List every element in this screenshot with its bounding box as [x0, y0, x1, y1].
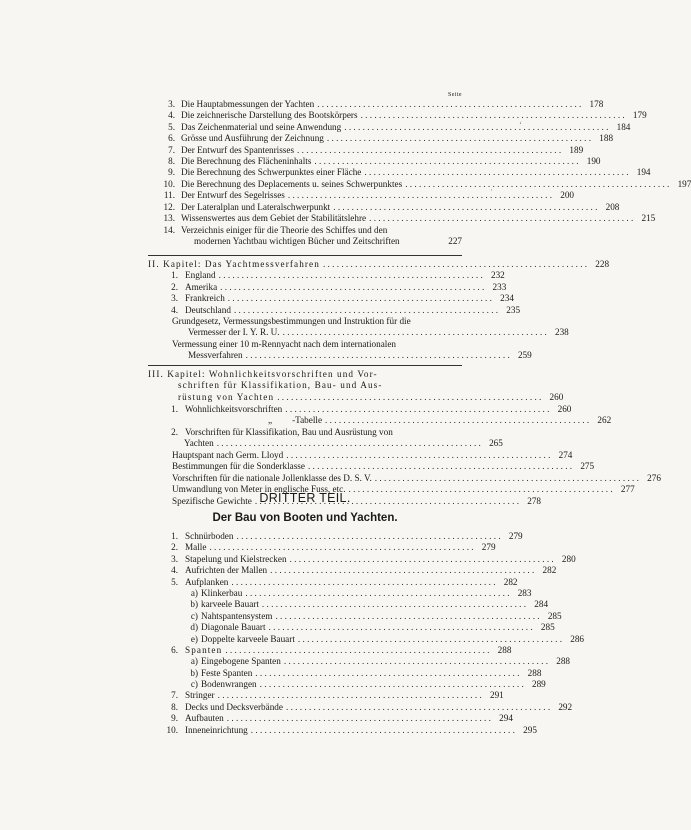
leader-dots: [259, 599, 526, 610]
scan-mark: ‘: [519, 120, 522, 130]
entry-title: Grösse und Ausführung der Zeichnung: [181, 133, 324, 144]
entry-title: Spezifische Gewichte: [172, 495, 252, 506]
entry-page: 285: [547, 610, 562, 621]
toc-entry: [148, 121, 631, 133]
entry-title: Stapelung und Kielstrecken: [185, 553, 287, 564]
leader-dots: [330, 202, 597, 213]
toc-entry: [148, 599, 549, 610]
leader-dots: [305, 461, 572, 472]
leader-dots: [217, 282, 484, 293]
toc-entry: [148, 713, 513, 724]
entry-page: 262: [597, 415, 612, 426]
leader-dots: [358, 110, 625, 121]
entry-number: b): [190, 599, 198, 610]
entry-title: Schnürboden: [185, 531, 234, 541]
chapter-page: 228: [595, 259, 610, 269]
entry-title: Doppelte karveele Bauart: [201, 633, 295, 644]
toc-entry: [148, 622, 555, 633]
entry-title: karveele Bauart: [201, 599, 259, 610]
toc-entry: [148, 144, 584, 156]
entry-title: -Tabelle: [292, 415, 323, 426]
entry-title: Wissenswertes aus dem Gebiet der Stabilitätslehre: [181, 212, 367, 223]
entry-number: 13.: [163, 212, 175, 223]
leader-dots: [372, 473, 639, 484]
entry-number: 7.: [168, 144, 175, 155]
entry-number: a): [190, 587, 198, 598]
entry-page: 288: [527, 667, 542, 678]
entry-title: Die Berechnung des Schwerpunktes einer Fläche: [181, 167, 362, 178]
entry-page: 238: [554, 327, 569, 338]
leader-dots: [252, 668, 519, 679]
leader-dots: [231, 305, 498, 316]
entry-page: 286: [570, 633, 585, 644]
toc-entry: [148, 633, 585, 645]
entry-page: 288: [556, 656, 570, 667]
entry-title: Feste Spanten: [201, 667, 253, 678]
entry-number: 12.: [163, 201, 175, 212]
entry-page: 280: [561, 553, 576, 564]
toc-entry-vermessung: [148, 339, 532, 362]
entry-number: 5.: [168, 121, 175, 132]
chapter-2-entries: [148, 270, 521, 316]
toc-entry: [148, 281, 507, 293]
chapter-title: II. Kapitel: Das Yachtmessverfahren: [148, 259, 320, 269]
entry-number: 9.: [168, 167, 175, 178]
entry-page: 292: [558, 701, 573, 712]
entry-title: Das Zeichenmaterial und seine Anwendung: [181, 121, 342, 132]
entry-page: 194: [636, 167, 651, 178]
leader-dots: [233, 531, 500, 542]
toc-entry: [148, 565, 557, 576]
leader-dots: [248, 725, 515, 736]
entry-title: Der Entwurf des Spantenrisses: [181, 144, 295, 155]
entry-title: Decks und Decksverbände: [185, 701, 283, 712]
entry-number: b): [190, 667, 198, 678]
leader-dots: [341, 122, 608, 133]
entry-page: 190: [586, 155, 601, 166]
entry-title: Bestimmungen für die Sonderklasse: [172, 461, 305, 472]
toc-entry: [148, 110, 647, 121]
entry-title: Aufbauten: [185, 713, 224, 724]
entry-page: 215: [641, 212, 656, 223]
entry-title-cont: Messverfahren: [188, 350, 243, 361]
part-subtitle: Der Bau von Booten und Yachten.: [212, 512, 398, 524]
leader-dots: [285, 190, 552, 201]
leader-dots: [272, 611, 539, 622]
chapter-3-heading: [148, 369, 564, 403]
entry-title: Spanten: [185, 644, 223, 655]
entry-number: 8.: [168, 155, 175, 166]
leader-dots: [281, 656, 548, 667]
leader-dots: [228, 577, 495, 588]
toc-entry: [148, 576, 518, 588]
ditto-mark: „: [268, 415, 273, 426]
entry-page: 235: [506, 304, 521, 315]
entry-page: 279: [481, 542, 496, 553]
entry-number: 3.: [168, 99, 175, 109]
entry-title: Stringer: [185, 690, 215, 701]
entry-page: 288: [497, 644, 512, 655]
toc-entry: [148, 450, 573, 461]
entry-title: Der Lateralplan und Lateralschwerpunkt: [181, 201, 331, 212]
leader-dots: [225, 293, 492, 304]
entry-page: 184: [616, 121, 631, 132]
leader-dots: [283, 702, 550, 713]
toc-entry: [148, 293, 514, 304]
leader-dots: [242, 588, 509, 599]
entry-title: Vorschriften für Klassifikation, Bau und Ausrüstung von: [185, 426, 393, 437]
entry-number: 9.: [171, 713, 178, 724]
entry-page: 189: [569, 144, 584, 155]
toc-entry: [148, 472, 661, 484]
entry-title: Grundgesetz, Vermessungsbestimmungen und Instruktion für die: [172, 316, 411, 326]
chapter-page: 260: [549, 391, 564, 402]
entry-title: Die Berechnung des Deplacements u. seines Schwerpunktes: [181, 178, 403, 189]
leader-dots: [366, 213, 633, 224]
entry-page: 285: [540, 622, 555, 633]
entry-title: Diagonale Bauart: [201, 622, 266, 633]
entry-page: 278: [527, 495, 541, 506]
leader-dots: [216, 270, 483, 281]
entry-page: 179: [632, 110, 647, 121]
entry-title: Nahtspantensystem: [201, 610, 273, 621]
entry-title: Verzeichnis einiger für die Theorie des Schiffes und den: [181, 225, 388, 235]
entry-title: Die zeichnerische Darstellung des Bootskörpers: [181, 110, 358, 121]
entry-title: Hauptspant nach Germ. Lloyd: [172, 450, 284, 460]
entry-number: 10.: [166, 724, 178, 735]
toc-entry: [148, 656, 570, 667]
divider: [148, 252, 462, 259]
entry-number: a): [190, 656, 198, 667]
entry-page: 284: [534, 599, 549, 610]
toc-entry-wohnlichkeit: [148, 404, 612, 450]
entry-title: Eingebogene Spanten: [201, 656, 281, 667]
entry-title-cont: modernen Yachtbau wichtigen Bücher und Zeitschriften: [194, 236, 400, 247]
toc-entry: [148, 531, 523, 542]
toc-entry: [148, 701, 573, 713]
toc-entry: [148, 99, 604, 110]
entry-number: c): [190, 610, 198, 621]
entry-page: 277: [620, 484, 635, 495]
entry-number: 4.: [171, 565, 178, 576]
entry-number: 2.: [171, 426, 178, 437]
entry-title: Inneneinrichtung: [185, 724, 248, 735]
entry-page: 291: [489, 690, 504, 701]
entry-title: Vermessung einer 10 m-Rennyacht nach dem internationalen: [172, 339, 396, 349]
toc-entry: [148, 610, 562, 622]
chapter-title-cont: rüstung von Yachten: [178, 391, 275, 402]
leader-dots: [402, 179, 669, 190]
entry-page: 178: [589, 99, 604, 109]
leader-dots: [314, 99, 581, 110]
leader-dots: [311, 156, 578, 167]
entry-page: 197: [677, 178, 691, 189]
entry-number: 1.: [171, 270, 178, 281]
toc-entry: [148, 270, 505, 281]
entry-title: Umwandlung von Meter in englische Fuss, etc.: [172, 484, 346, 495]
entry-page: 260: [557, 404, 572, 414]
leader-dots: [287, 554, 554, 565]
toc-section-theory: [148, 99, 691, 224]
entry-page: 232: [490, 270, 505, 281]
chapter-title-cont: schriften für Klassifikation, Bau- und Aus-: [178, 380, 383, 391]
leader-dots: [215, 690, 482, 701]
leader-dots: [222, 645, 489, 656]
entry-page: 233: [492, 281, 507, 292]
toc-entry: [148, 724, 537, 736]
entry-page: 295: [523, 724, 537, 735]
entry-number: d): [190, 622, 198, 633]
toc-entry: [148, 587, 532, 599]
entry-number: 3.: [171, 293, 178, 304]
entry-title: Bodenwrangen: [201, 679, 257, 690]
toc-entry: [148, 155, 601, 167]
toc-entry: [148, 542, 496, 553]
leader-dots: [257, 679, 524, 690]
leader-dots: [266, 622, 533, 633]
leader-dots: [324, 133, 591, 144]
divider: [148, 362, 462, 369]
entry-title: Aufrichten der Mallen: [185, 565, 268, 576]
toc-entry: [148, 667, 542, 679]
entry-title: Vorschriften für die nationale Jollenklasse des D. S. V.: [172, 472, 372, 483]
entry-page: 200: [560, 190, 574, 201]
entry-page: 282: [542, 565, 557, 576]
toc-entry: [148, 461, 595, 472]
leader-dots: [224, 713, 491, 724]
entry-number: 3.: [171, 553, 178, 564]
entry-number: e): [190, 633, 198, 644]
entry-number: 6.: [168, 133, 175, 144]
part-subtitle-wrap: [148, 512, 462, 524]
toc-entry-grundgesetz: [148, 316, 569, 339]
entry-page: 282: [503, 576, 518, 587]
entry-page: 294: [499, 713, 513, 724]
entry-number: 6.: [171, 644, 178, 655]
entry-title: Malle: [185, 542, 207, 553]
entry-title: Klinkerbau: [201, 587, 243, 598]
entry-number: 10.: [163, 178, 175, 189]
chapter-title: III. Kapitel: Wohnlichkeitsvorschriften und Vor-: [148, 369, 378, 379]
leader-dots: [283, 450, 550, 461]
entry-title: Deutschland: [185, 304, 231, 315]
entry-title: Frankreich: [185, 293, 225, 304]
entry-number: 11.: [163, 190, 175, 201]
entry-title: Der Entwurf des Segelrisses: [181, 190, 285, 201]
entry-number: 1.: [171, 404, 178, 414]
chapter-2-heading: [148, 259, 610, 270]
entry-number: 2.: [171, 542, 178, 553]
entry-number: 1.: [171, 531, 178, 541]
entry-page: 283: [517, 587, 532, 598]
toc-entry: [148, 690, 504, 701]
entry-page: 274: [558, 450, 573, 460]
entry-page: 279: [508, 531, 523, 541]
entry-page: 289: [531, 679, 546, 690]
entry-title: Die Hauptabmessungen der Yachten: [181, 99, 315, 109]
entry-title: Die Berechnung des Flächeninhalts: [181, 155, 312, 166]
toc-entry: [148, 679, 546, 690]
entry-title: Amerika: [185, 281, 218, 292]
leader-dots: [267, 565, 534, 576]
entry-title-cont: Vermesser der I. Y. R. U.: [188, 327, 280, 338]
entry-number: 2.: [171, 281, 178, 292]
entry-number: 5.: [171, 576, 178, 587]
toc-entry: [148, 304, 521, 316]
entry-number: 4.: [168, 110, 175, 121]
leader-dots: [206, 542, 473, 553]
entry-page: 208: [605, 201, 620, 212]
entry-title: Wohnlichkeitsvorschriften: [185, 404, 283, 414]
leader-dots: [295, 634, 562, 645]
part-heading: DRITTER TEIL.: [259, 491, 351, 505]
toc-entry: [148, 201, 620, 213]
toc-entry: [148, 167, 651, 178]
entry-title: England: [185, 270, 216, 281]
entry-page: 234: [500, 293, 514, 304]
entry-number: 14.: [163, 225, 175, 235]
toc-entry: [148, 212, 656, 224]
toc-entry-14: [148, 225, 462, 248]
toc-entry: [148, 190, 574, 201]
entry-page: 227: [448, 236, 462, 247]
entry-title: Aufplanken: [185, 576, 229, 587]
entry-page: 188: [599, 133, 614, 144]
entry-number: c): [190, 679, 198, 690]
entry-page: 259: [517, 350, 532, 361]
leader-dots: [294, 145, 561, 156]
toc-entry: [148, 133, 614, 144]
scan-mark: ·: [490, 185, 493, 195]
toc-entry: [148, 644, 512, 656]
entry-number: 4.: [171, 304, 178, 315]
entry-number: 7.: [171, 690, 178, 701]
leader-dots: [361, 167, 628, 178]
entry-number: 8.: [171, 701, 178, 712]
toc-entry: [148, 553, 576, 565]
entry-page: 265: [489, 438, 503, 449]
part-3-entries: [148, 531, 585, 736]
page-column-header: Seite: [448, 92, 462, 98]
entry-title-cont: Yachten: [184, 438, 214, 449]
part-title: [148, 491, 462, 505]
toc-entry: [148, 178, 691, 190]
entry-page: 276: [647, 472, 661, 483]
entry-page: 275: [580, 461, 595, 472]
